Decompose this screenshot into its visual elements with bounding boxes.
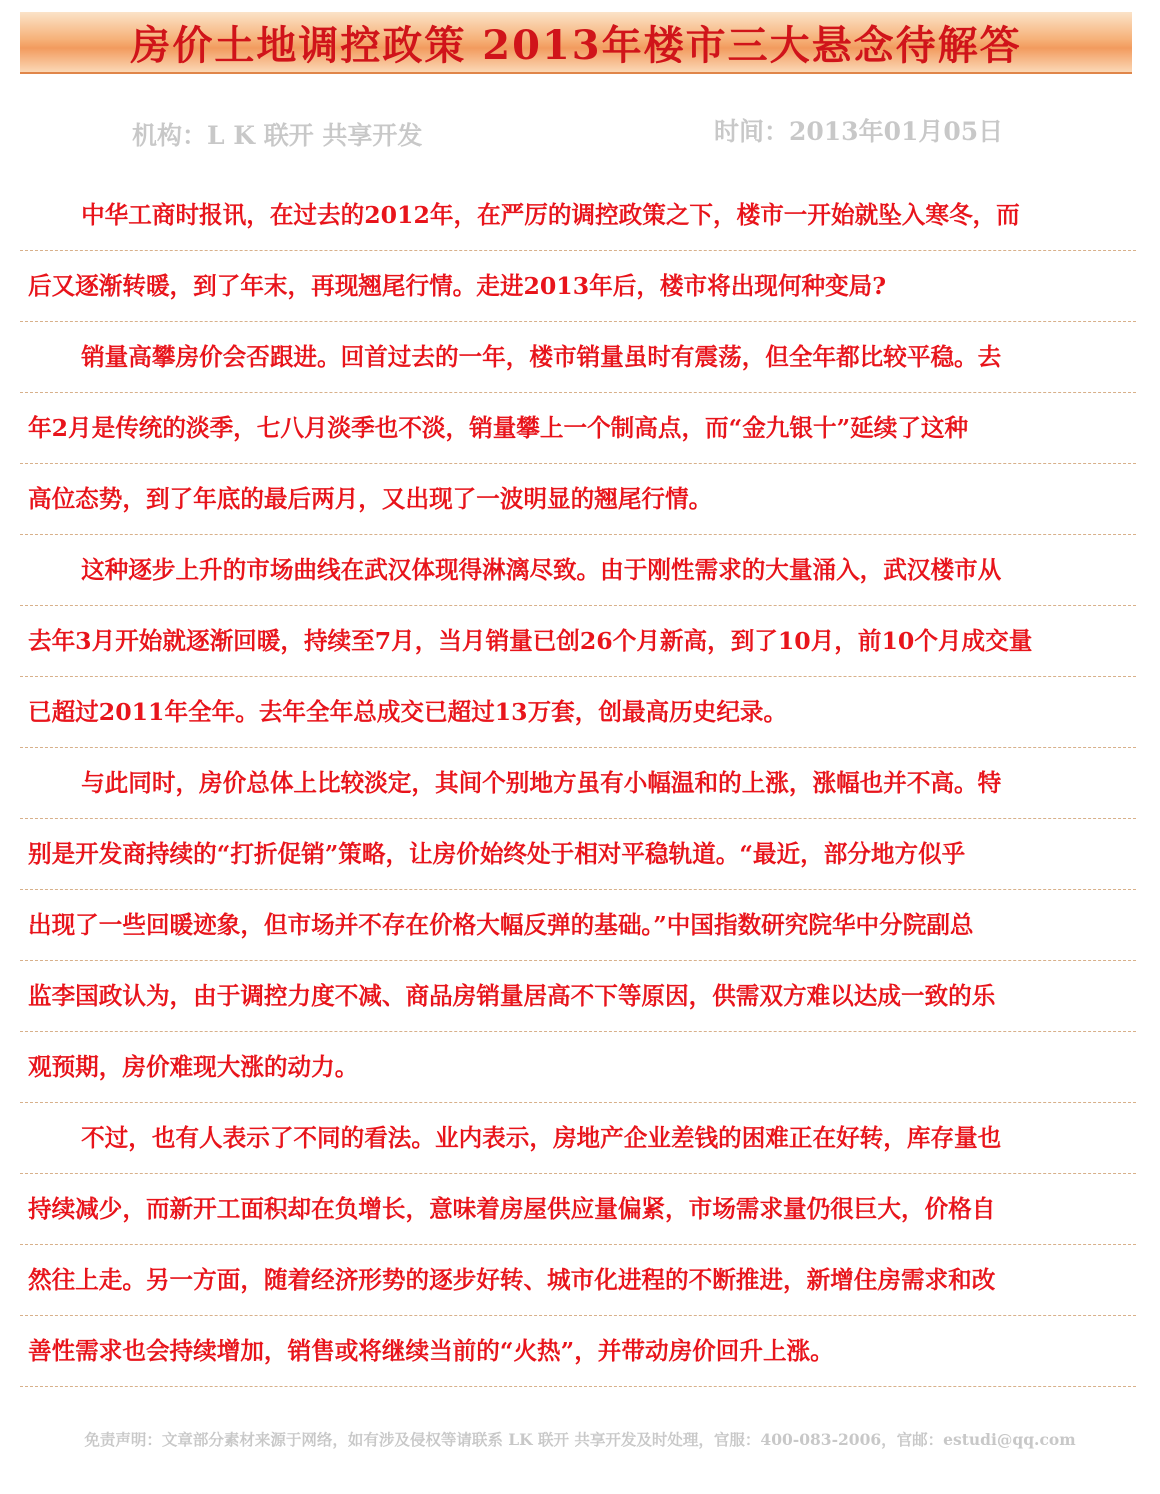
paragraph-line: 中华工商时报讯，在过去的2012年，在严厉的调控政策之下，楼市一开始就坠入寒冬，而	[28, 180, 1128, 251]
paragraph-line: 去年3月开始就逐渐回暖，持续至7月，当月销量已创26个月新高，到了10月，前10个月成交量	[28, 606, 1128, 677]
paragraph-line: 高位态势，到了年底的最后两月，又出现了一波明显的翘尾行情。	[28, 464, 1128, 535]
article-body	[28, 180, 1128, 1387]
title-banner	[20, 12, 1132, 74]
article-time: 时间：2013年01月05日	[714, 117, 1004, 146]
paragraph-line: 与此同时，房价总体上比较淡定，其间个别地方虽有小幅温和的上涨，涨幅也并不高。特	[28, 748, 1128, 819]
paragraph-line: 观预期，房价难现大涨的动力。	[28, 1032, 1128, 1103]
article-org: 机构：L K 联开 共享开发	[132, 121, 423, 150]
paragraph-line: 已超过2011年全年。去年全年总成交已超过13万套，创最高历史纪录。	[28, 677, 1128, 748]
paragraph-line: 然往上走。另一方面，随着经济形势的逐步好转、城市化进程的不断推进，新增住房需求和改	[28, 1245, 1128, 1316]
paragraph-line: 别是开发商持续的“打折促销”策略，让房价始终处于相对平稳轨道。“最近，部分地方似乎	[28, 819, 1128, 890]
paragraph-line: 持续减少，而新开工面积却在负增长，意味着房屋供应量偏紧，市场需求量仍很巨大，价格自	[28, 1174, 1128, 1245]
footer-disclaimer: 免责声明：文章部分素材来源于网络，如有涉及侵权等请联系 LK 联开 共享开发及时处理，官服：400-083-2006，官邮：estudi@qq.com	[84, 1430, 1076, 1449]
paragraph-line: 监李国政认为，由于调控力度不减、商品房销量居高不下等原因，供需双方难以达成一致的乐	[28, 961, 1128, 1032]
paragraph-line: 销量高攀房价会否跟进。回首过去的一年，楼市销量虽时有震荡，但全年都比较平稳。去	[28, 322, 1128, 393]
article-meta	[0, 112, 1160, 152]
paragraph-line: 年2月是传统的淡季，七八月淡季也不淡，销量攀上一个制高点，而“金九银十”延续了这种	[28, 393, 1128, 464]
paragraph-line: 善性需求也会持续增加，销售或将继续当前的“火热”，并带动房价回升上涨。	[28, 1316, 1128, 1387]
paragraph-line: 出现了一些回暖迹象，但市场并不存在价格大幅反弹的基础。”中国指数研究院华中分院副总	[28, 890, 1128, 961]
page-title: 房价土地调控政策 2013年楼市三大悬念待解答	[130, 21, 1022, 69]
paragraph-line: 这种逐步上升的市场曲线在武汉体现得淋漓尽致。由于刚性需求的大量涌入，武汉楼市从	[28, 535, 1128, 606]
paragraph-line: 后又逐渐转暖，到了年末，再现翘尾行情。走进2013年后，楼市将出现何种变局?	[28, 251, 1128, 322]
paragraph-line: 不过，也有人表示了不同的看法。业内表示，房地产企业差钱的困难正在好转，库存量也	[28, 1103, 1128, 1174]
